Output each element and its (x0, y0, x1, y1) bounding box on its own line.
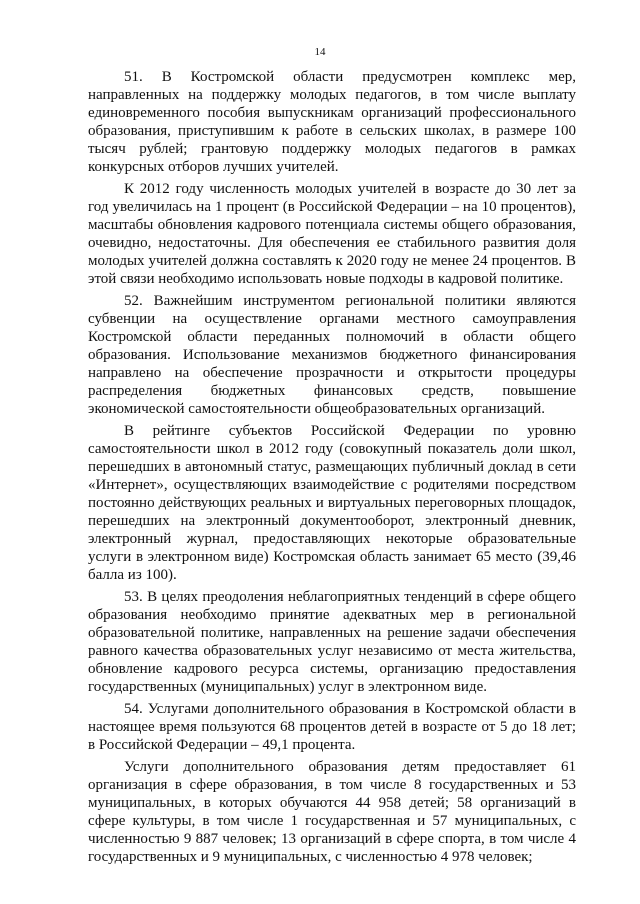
paragraph-additional-education: Услуги дополнительного образования детям предоставляет 61 организация в сфере образования, в том числе 8 государственных и 53 муниципальных, в которых обучаются 44 958 детей; 58 организаций в сфере культуры, в том числе 1 государственная и 57 муниципальных, с численностью 9 887 человек; 13 организаций в сфере спорта, в том числе 4 государственных и 9 муниципальных, с численностью 4 978 человек; (88, 759, 576, 865)
paragraph-school-rating: В рейтинге субъектов Российской Федерации по уровню самостоятельности школ в 2012 году (совокупный показатель доли школ, перешедших в автономный статус, размещающих публичный доклад в сети «Интернет», осуществляющих взаимодействие с родителями посредством постоянно действующих реальных и виртуальных переговорных площадок, перешедших на электронный документооборот, электронный дневник, электронный журнал, предоставляющих некоторые образовательные услуги в электронном виде) Костромская область занимает 65 место (39,46 балла из 100). (88, 423, 576, 583)
paragraph-52: 52. Важнейшим инструментом региональной политики являются субвенции на осуществление органами местного самоуправления Костромской области переданных полномочий в области общего образования. Использование механизмов бюджетного финансирования направлено на обеспечение прозрачности и открытости процедуры распределения бюджетных финансовых средств, повышение экономической самостоятельности общеобразовательных организаций. (88, 293, 576, 417)
document-body (88, 68, 576, 870)
page-number: 14 (314, 46, 326, 58)
paragraph-51: 51. В Костромской области предусмотрен комплекс мер, направленных на поддержку молодых педагогов, в том числе выплату единовременного пособия выпускникам организаций профессионального образования, приступившим к работе в сельских школах, в размере 100 тысяч рублей; грантовую поддержку молодых педагогов в рамках конкурсных отборов лучших учителей. (88, 69, 576, 175)
paragraph-54: 54. Услугами дополнительного образования в Костромской области в настоящее время пользуются 68 процентов детей в возрасте от 5 до 18 лет; в Российской Федерации – 49,1 процента. (88, 701, 576, 753)
paragraph-53: 53. В целях преодоления неблагоприятных тенденций в сфере общего образования необходимо принятие адекватных мер в региональной образовательной политике, направленных на решение задачи обеспечения равного качества образовательных услуг независимо от места жительства, обновление кадрового ресурса системы, организацию предоставления государственных (муниципальных) услуг в электронном виде. (88, 589, 576, 695)
paragraph-young-teachers: К 2012 году численность молодых учителей в возрасте до 30 лет за год увеличилась на 1 процент (в Российской Федерации – на 10 процентов), масштабы обновления кадрового потенциала системы общего образования, очевидно, недостаточны. Для обеспечения ее стабильного развития доля молодых учителей должна составлять к 2020 году не менее 24 процентов. В этой связи необходимо использовать новые подходы в кадровой политике. (88, 181, 576, 287)
